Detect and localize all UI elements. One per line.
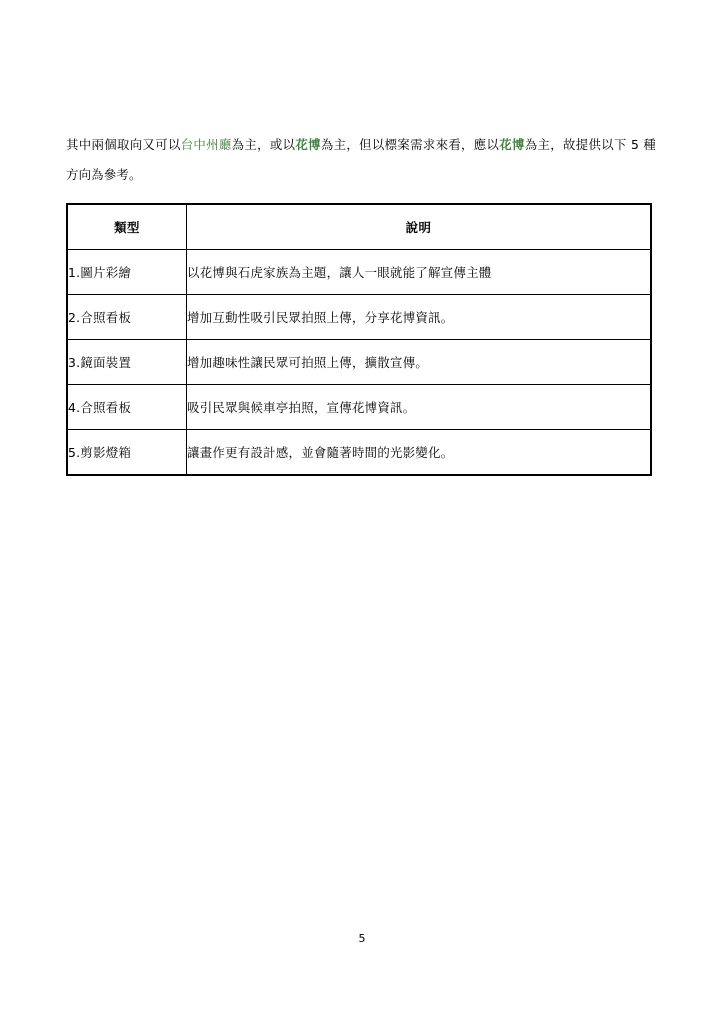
cell-type: 1.圖片彩繪 [67,249,187,294]
table-header [67,204,651,250]
table-row [67,429,651,475]
proposal-directions-table [66,203,652,476]
paragraph-segment-2: 為主，或以 [231,137,296,153]
paragraph-segment-1: 其中兩個取向又可以 [66,137,181,153]
cell-type: 4.合照看板 [67,384,187,429]
page-content [66,118,656,476]
highlight-taichung-prefectural-hall: 台中州廳 [180,137,232,153]
table-row [67,249,651,294]
table-row [67,294,651,339]
cell-type: 3.鏡面裝置 [67,339,187,384]
cell-description: 以花博與石虎家族為主題，讓人一眼就能了解宣傳主體 [187,249,652,294]
column-header-description: 說明 [187,204,652,250]
page-number: 5 [358,932,366,945]
cell-description: 吸引民眾與候車亭拍照，宣傳花博資訊。 [187,384,652,429]
paragraph-segment-4: 為主，故提供以下 5 種方向為參考。 [66,137,656,182]
cell-description: 增加互動性吸引民眾拍照上傳，分享花博資訊。 [187,294,652,339]
intro-paragraph [66,130,656,188]
paragraph-segment-3: 為主，但以標案需求來看，應以 [320,137,500,153]
table-body [67,249,651,475]
table-row [67,339,651,384]
table-row [67,384,651,429]
cell-description: 增加趣味性讓民眾可拍照上傳，擴散宣傳。 [187,339,652,384]
column-header-type: 類型 [67,204,187,250]
highlight-flora-expo-2: 花博 [499,137,525,153]
cell-description: 讓畫作更有設計感，並會隨著時間的光影變化。 [187,429,652,475]
cell-type: 2.合照看板 [67,294,187,339]
cell-type: 5.剪影燈箱 [67,429,187,475]
table-header-row [67,204,651,250]
highlight-flora-expo-1: 花博 [295,137,321,153]
